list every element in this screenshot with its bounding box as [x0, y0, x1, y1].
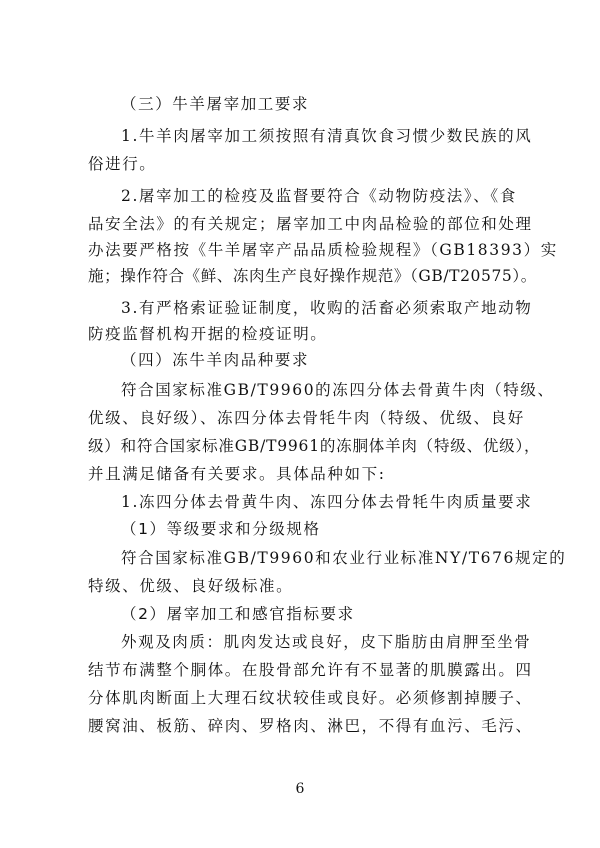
paragraph-line: 外观及肉质：肌肉发达或良好，皮下脂肪由肩胛至坐骨 — [121, 633, 532, 651]
paragraph-line: 优级、良好级）、冻四分体去骨牦牛肉（特级、优级、良好 — [88, 409, 525, 427]
subheading-sensory: （2）屠宰加工和感官指标要求 — [121, 605, 355, 623]
paragraph-line: 3.有严格索证验证制度，收购的活畜必须索取产地动物 — [121, 299, 533, 317]
paragraph-line: 结节布满整个胴体。在股骨部允许有不显著的肌膜露出。四 — [88, 661, 533, 679]
subheading-grading: （1）等级要求和分级规格 — [121, 520, 321, 538]
paragraph-line: 腰窝油、板筋、碎肉、罗格肉、淋巴，不得有血污、毛污、 — [88, 717, 533, 735]
paragraph-line: 分体肌肉断面上大理石纹状较佳或良好。必须修割掉腰子、 — [88, 689, 533, 707]
paragraph-line: 施；操作符合《鲜、冻肉生产良好操作规范》（GB/T20575）。 — [88, 267, 537, 285]
paragraph-line: 1.牛羊肉屠宰加工须按照有清真饮食习惯少数民族的风 — [121, 127, 533, 145]
paragraph-line: 特级、优级、良好级标准。 — [88, 577, 294, 595]
paragraph-line: 级）和符合国家标准GB/T9961的冻胴体羊肉（特级、优级）， — [88, 437, 541, 455]
paragraph-line: 俗进行。 — [88, 155, 157, 173]
paragraph-line: 2.屠宰加工的检疫及监督要符合《动物防疫法》、《食 — [121, 187, 517, 205]
section-heading-varieties: （四）冻牛羊肉品种要求 — [121, 351, 310, 369]
paragraph-line: 防疫监督机构开据的检疫证明。 — [88, 325, 328, 343]
paragraph-line: 品安全法》的有关规定；屠宰加工中肉品检验的部位和处理 — [88, 215, 533, 233]
paragraph-line: 符合国家标准GB/T9960的冻四分体去骨黄牛肉（特级、 — [121, 381, 555, 399]
paragraph-line: 办法要严格按《牛羊屠宰产品品质检验规程》（GB18393）实 — [88, 241, 558, 259]
page-number: 6 — [295, 781, 305, 797]
paragraph-line: 并且满足储备有关要求。具体品种如下: — [88, 465, 386, 483]
paragraph-line: 符合国家标准GB/T9960和农业行业标准NY/T676规定的 — [121, 549, 567, 567]
section-heading-slaughter: （三）牛羊屠宰加工要求 — [121, 95, 310, 113]
paragraph-line: 1.冻四分体去骨黄牛肉、冻四分体去骨牦牛肉质量要求 — [121, 493, 533, 511]
